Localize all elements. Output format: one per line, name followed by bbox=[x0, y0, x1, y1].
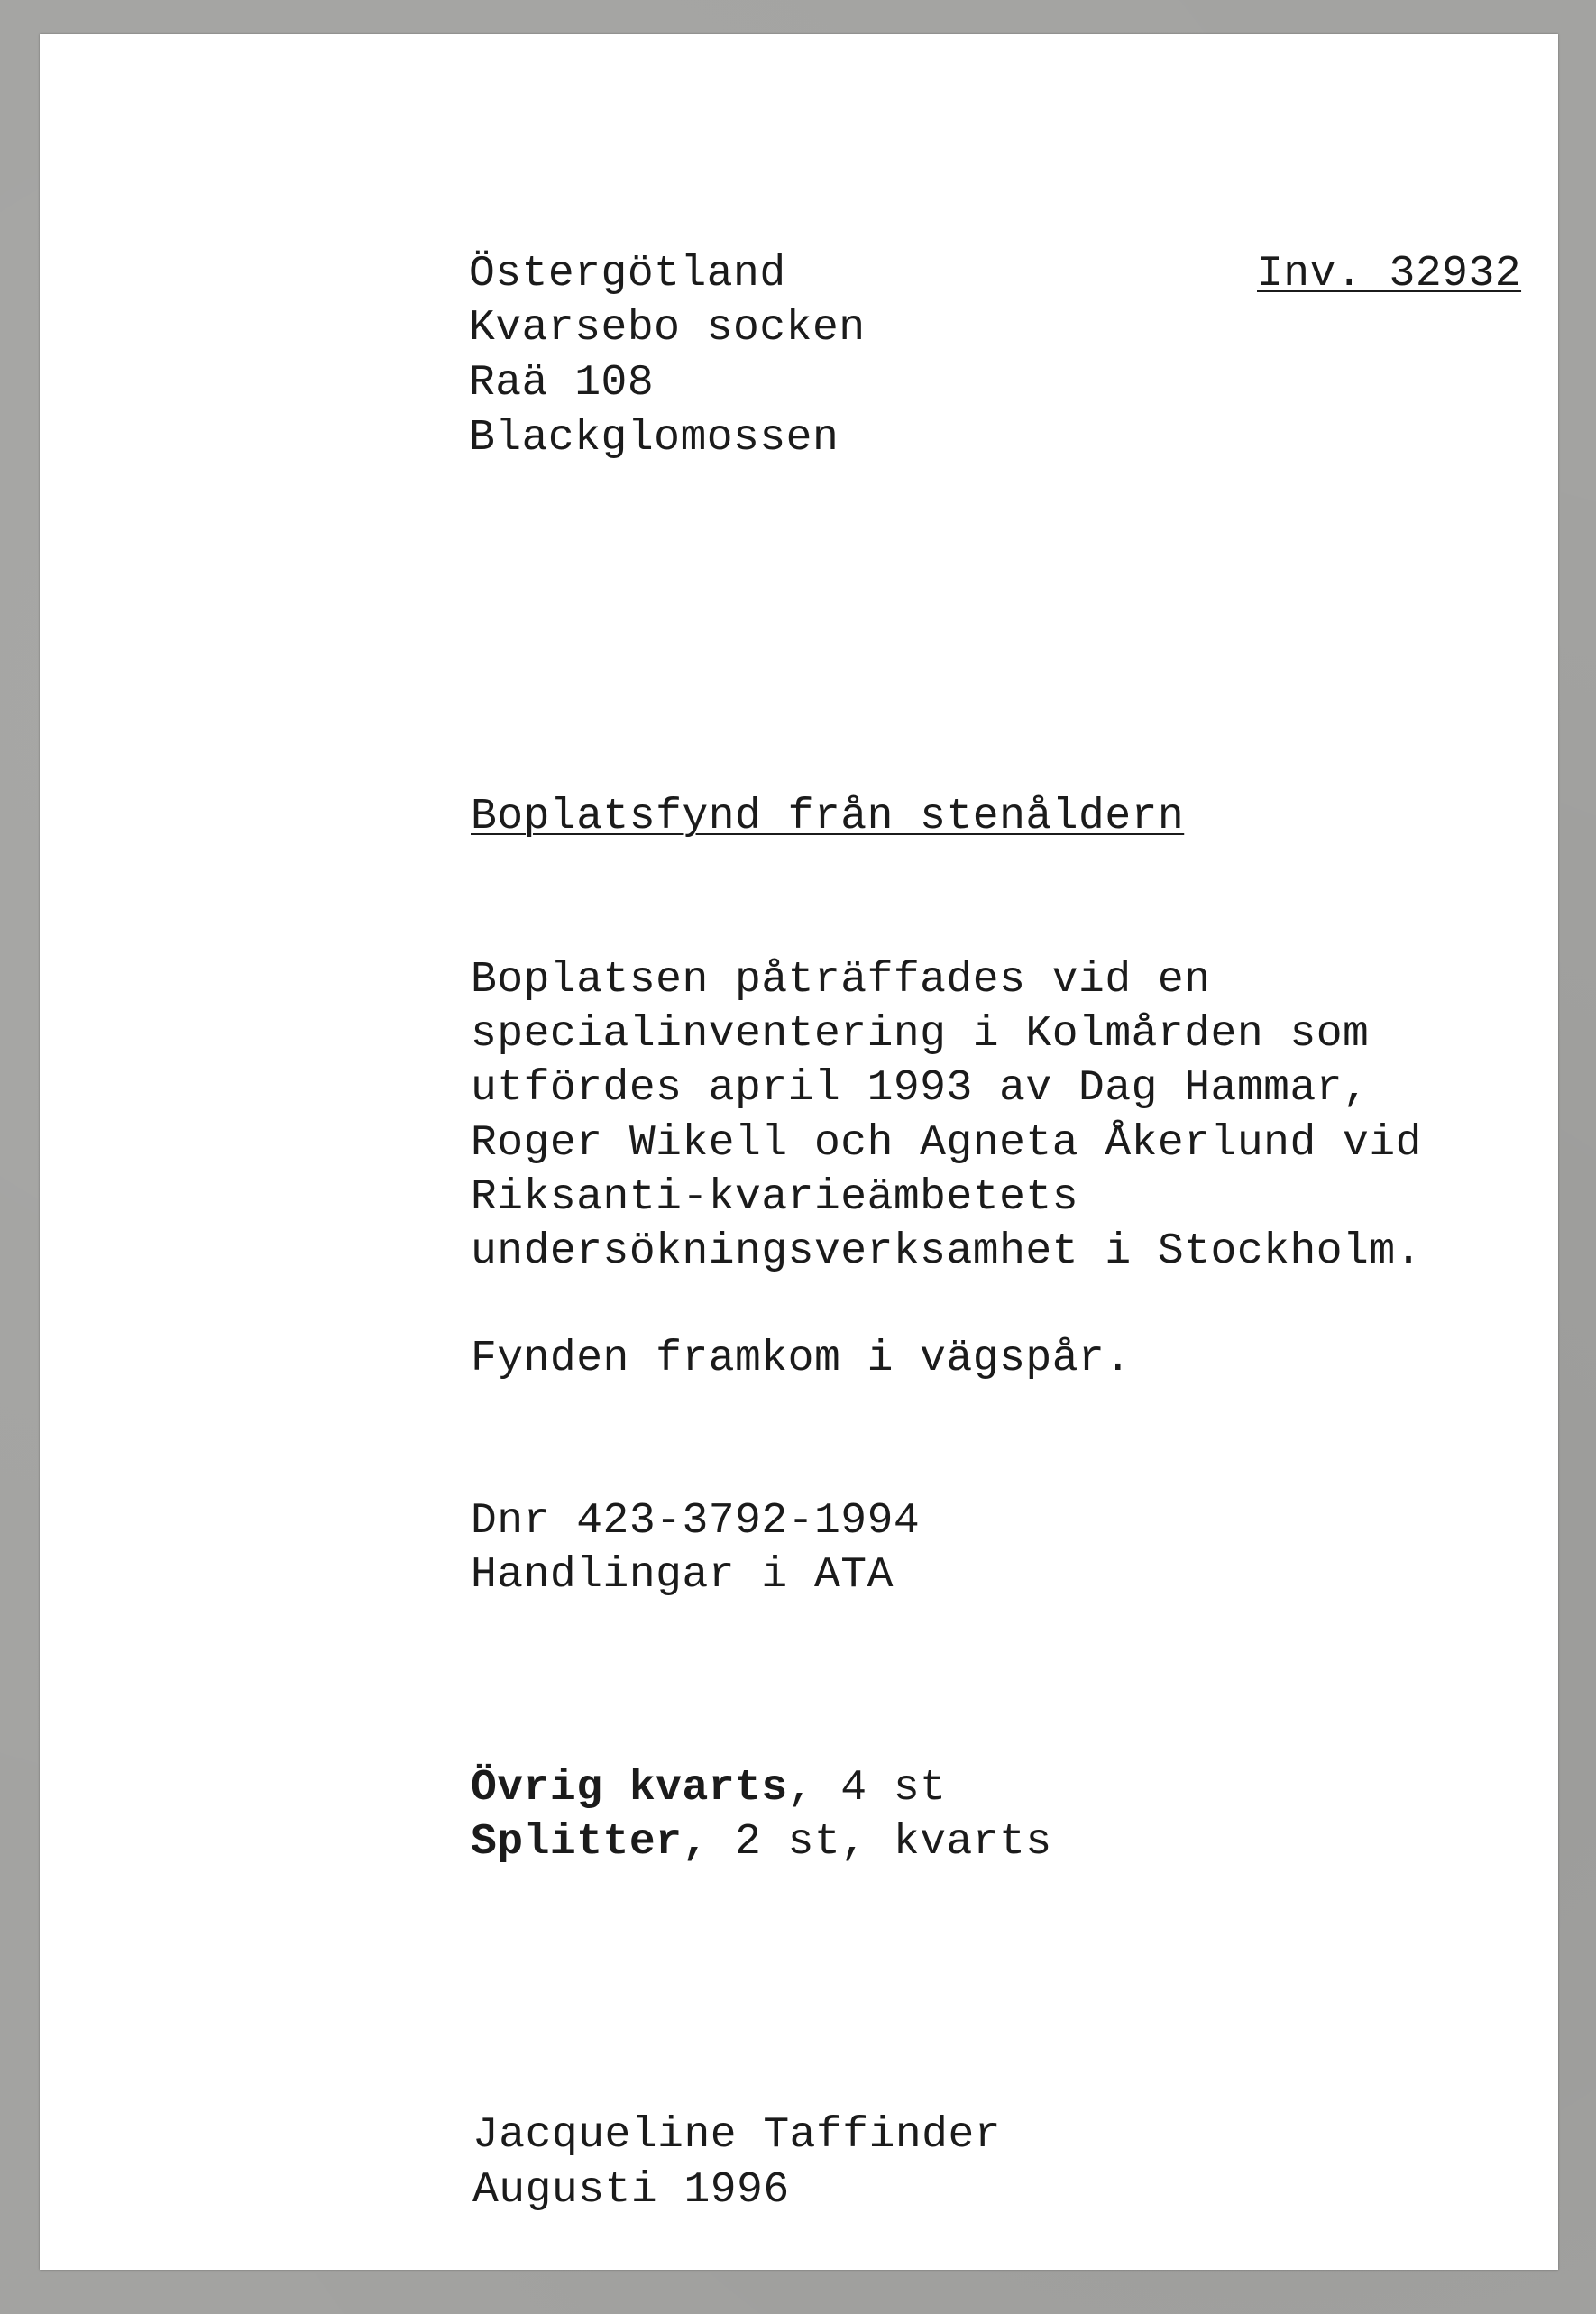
body-line: specialinventering i Kolmården som bbox=[471, 1010, 1370, 1059]
raa-number: Raä 108 bbox=[469, 359, 655, 408]
find-detail: , 4 st bbox=[787, 1764, 947, 1813]
body-line: utfördes april 1993 av Dag Hammar, bbox=[471, 1064, 1370, 1113]
find-name: Splitter, bbox=[471, 1818, 709, 1867]
body-line: Fynden framkom i vägspår. bbox=[471, 1335, 1132, 1383]
dnr-number: Dnr 423-3792-1994 bbox=[471, 1497, 921, 1546]
body-line: Roger Wikell och Agneta Åkerlund vid bbox=[471, 1119, 1422, 1168]
body-line: Boplatsen påträffades vid en bbox=[471, 956, 1211, 1005]
body-line: Riksanti-kvarieämbetets bbox=[471, 1173, 1079, 1222]
parish: Kvarsebo socken bbox=[469, 304, 866, 353]
document-title: Boplatsfynd från stenåldern bbox=[471, 793, 1185, 841]
find-item bbox=[471, 1815, 1052, 1869]
find-name: Övrig kvarts bbox=[471, 1764, 788, 1813]
find-detail: 2 st, kvarts bbox=[708, 1818, 1052, 1867]
catalog-card bbox=[40, 34, 1558, 2270]
find-item bbox=[471, 1761, 946, 1815]
site-name: Blackglomossen bbox=[469, 414, 839, 463]
date: Augusti 1996 bbox=[472, 2166, 790, 2215]
inventory-number: Inv. 32932 bbox=[1257, 250, 1522, 298]
author: Jacqueline Taffinder bbox=[472, 2111, 1002, 2160]
archive-note: Handlingar i ATA bbox=[471, 1551, 894, 1600]
body-line: undersökningsverksamhet i Stockholm. bbox=[471, 1227, 1422, 1276]
county: Östergötland bbox=[469, 250, 786, 298]
